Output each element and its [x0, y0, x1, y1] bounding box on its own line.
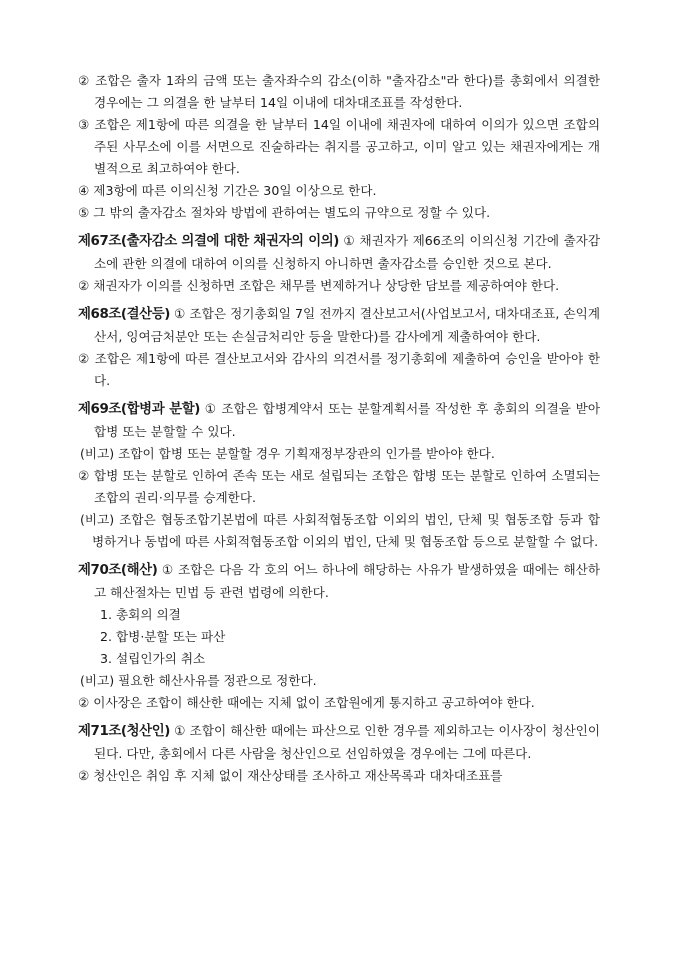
clause-paragraph: ③ 조합은 제1항에 따른 의결을 한 날부터 14일 이내에 채권자에 대하여 이의가 있으면 조합의 주된 사무소에 이를 서면으로 진술하라는 취지를 공고하고, 이미 알고 있는 채권자에게는 개별적으로 최고하여야 한다. [78, 117, 600, 176]
clause-paragraph: ② 조합은 제1항에 따른 결산보고서와 감사의 의견서를 정기총회에 제출하여 승인을 받아야 한다. [78, 351, 600, 388]
article-text: ① 조합은 정기총회일 7일 전까지 결산보고서(사업보고서, 대차대조표, 손익계산서, 잉여금처분안 또는 손실금처리안 등을 말한다)를 감사에게 제출하여야 한다. [94, 306, 600, 344]
clause-paragraph: ② 청산인은 취임 후 지체 없이 재산상태를 조사하고 재산목록과 대차대조표를 [78, 768, 503, 783]
list-item: 2. 합병·분할 또는 파산 [100, 629, 226, 644]
clause-paragraph: ② 이사장은 조합이 해산한 때에는 지체 없이 조합원에게 통지하고 공고하여야 한다. [78, 695, 535, 710]
article-text: ① 조합은 합병계약서 또는 분할계획서를 작성한 후 총회의 의결을 받아 합병 또는 분할할 수 있다. [94, 401, 600, 439]
article-paragraph [78, 303, 600, 348]
clause-paragraph: ② 채권자가 이의를 신청하면 조합은 채무를 변제하거나 상당한 담보를 제공하여야 한다. [78, 278, 560, 293]
article-paragraph [78, 559, 600, 604]
article-heading: 제67조(출자감소 의결에 대한 채권자의 이의) [78, 234, 340, 249]
list-item: 1. 총회의 의결 [100, 607, 181, 622]
clause-paragraph: ② 조합은 출자 1좌의 금액 또는 출자좌수의 감소(이하 "출자감소"라 한다)를 총회에서 의결한 경우에는 그 의결을 한 날부터 14일 이내에 대차대조표를 작성한다. [78, 73, 600, 110]
article-text: ① 조합이 해산한 때에는 파산으로 인한 경우를 제외하고는 이사장이 청산인이 된다. 다만, 총회에서 다른 사람을 청산인으로 선임하였을 경우에는 그에 따른다. [94, 723, 600, 761]
remark-paragraph: (비고) 필요한 해산사유를 정관으로 정한다. [80, 673, 317, 688]
clause-paragraph: ② 합병 또는 분할로 인하여 존속 또는 새로 설립되는 조합은 합병 또는 분할로 인하여 소멸되는 조합의 권리·의무를 승계한다. [78, 468, 600, 505]
article-heading: 제69조(합병과 분할) [78, 402, 201, 417]
clause-paragraph: ④ 제3항에 따른 이의신청 기간은 30일 이상으로 한다. [78, 183, 377, 198]
remark-paragraph: (비고) 조합이 합병 또는 분할할 경우 기획재정부장관의 인가를 받아야 한다. [80, 446, 495, 461]
remark-paragraph: (비고) 조합은 협동조합기본법에 따른 사회적협동조합 이외의 법인, 단체 및 협동조합 등과 합병하거나 동법에 따른 사회적협동조합 이외의 법인, 단체 및 협동조합 등으로 분할할 수 없다. [80, 512, 600, 549]
article-paragraph [78, 398, 600, 443]
article-text: ① 채권자가 제66조의 이의신청 기간에 출자감소에 관한 의결에 대하여 이의를 신청하지 아니하면 출자감소를 승인한 것으로 본다. [94, 233, 600, 271]
document-body [78, 70, 600, 787]
article-paragraph [78, 230, 600, 275]
article-heading: 제68조(결산등) [78, 307, 170, 322]
clause-paragraph: ⑤ 그 밖의 출자감소 절차와 방법에 관하여는 별도의 규약으로 정할 수 있다. [78, 205, 491, 220]
article-heading: 제70조(해산) [78, 563, 158, 578]
article-heading: 제71조(청산인) [78, 724, 170, 739]
article-paragraph [78, 720, 600, 765]
list-item: 3. 설립인가의 취소 [100, 651, 206, 666]
article-text: ① 조합은 다음 각 호의 어느 하나에 해당하는 사유가 발생하였을 때에는 해산하고 해산절차는 민법 등 관련 법령에 의한다. [94, 562, 600, 600]
